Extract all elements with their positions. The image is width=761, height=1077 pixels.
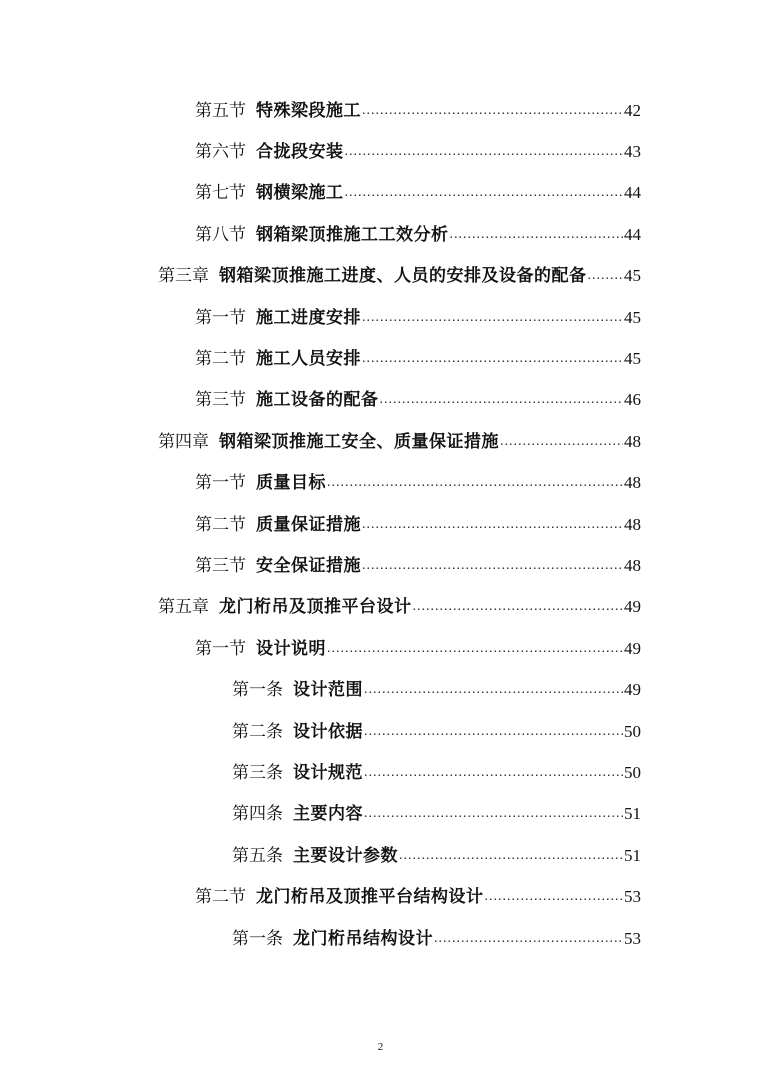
toc-entry-title: 合拢段安装 <box>256 142 344 163</box>
toc-entry-title: 设计说明 <box>256 638 326 659</box>
toc-entry-title: 质量目标 <box>256 473 326 494</box>
toc-entry-body <box>158 597 641 617</box>
toc-entry-title: 设计依据 <box>293 721 363 742</box>
toc-entry-title: 龙门桁吊结构设计 <box>293 928 433 949</box>
toc-entry-body <box>195 390 641 410</box>
toc-entry[interactable] <box>0 256 761 297</box>
dot-leader <box>399 846 623 866</box>
toc-entry-prefix: 第二节 <box>195 887 246 908</box>
toc-entry-title: 主要内容 <box>293 804 363 825</box>
dot-leader <box>364 722 623 742</box>
toc-entry-prefix: 第一条 <box>232 928 283 949</box>
toc-entry[interactable] <box>0 90 761 131</box>
toc-entry-body <box>195 349 641 369</box>
toc-entry[interactable] <box>0 214 761 255</box>
toc-entry-body <box>195 183 641 203</box>
toc-entry[interactable] <box>0 918 761 959</box>
toc-entry-body <box>195 515 641 535</box>
toc-entry[interactable] <box>0 876 761 917</box>
dot-leader <box>413 597 624 617</box>
dot-leader <box>362 515 623 535</box>
toc-entry-title: 安全保证措施 <box>256 555 361 576</box>
toc-entry-prefix: 第五节 <box>195 100 246 121</box>
toc-entry-body <box>232 763 641 783</box>
toc-entry[interactable] <box>0 297 761 338</box>
toc-entry-title: 施工设备的配备 <box>256 390 379 411</box>
toc-entry-page: 49 <box>624 638 641 658</box>
dot-leader <box>380 390 624 410</box>
toc-entry-page: 45 <box>624 349 641 369</box>
toc-entry-prefix: 第四条 <box>232 804 283 825</box>
toc-entry-title: 特殊梁段施工 <box>256 100 361 121</box>
toc-entry-body <box>232 929 641 949</box>
toc-entry-prefix: 第六节 <box>195 142 246 163</box>
toc-entry-body <box>195 473 641 493</box>
toc-entry-title: 龙门桁吊及顶推平台结构设计 <box>256 887 484 908</box>
toc-entry-body <box>158 432 641 452</box>
toc-entry[interactable] <box>0 835 761 876</box>
toc-entry-prefix: 第八节 <box>195 224 246 245</box>
toc-entry-body <box>232 846 641 866</box>
toc-entry-body <box>195 225 641 245</box>
dot-leader <box>362 101 623 121</box>
toc-entry-page: 45 <box>624 266 641 286</box>
toc-entry-page: 42 <box>624 100 641 120</box>
toc-entry-body <box>195 308 641 328</box>
dot-leader <box>362 308 623 328</box>
toc-entry-body <box>232 680 641 700</box>
toc-entry-prefix: 第二节 <box>195 349 246 370</box>
toc-entry-title: 设计范围 <box>293 680 363 701</box>
toc-entry-body <box>195 101 641 121</box>
page-number: 2 <box>377 1041 384 1053</box>
toc-entry-prefix: 第三条 <box>232 762 283 783</box>
toc-entry-prefix: 第五章 <box>158 597 209 618</box>
toc-entry-page: 44 <box>624 183 641 203</box>
toc-entry-title: 钢横梁施工 <box>256 183 344 204</box>
toc-entry-prefix: 第一条 <box>232 680 283 701</box>
toc-entry-title: 钢箱梁顶推施工工效分析 <box>256 224 449 245</box>
toc-entry-title: 钢箱梁顶推施工进度、人员的安排及设备的配备 <box>219 266 587 287</box>
toc-entry-page: 53 <box>624 887 641 907</box>
toc-entry[interactable] <box>0 173 761 214</box>
toc-entry-prefix: 第四章 <box>158 431 209 452</box>
dot-leader <box>434 929 623 949</box>
toc-entry[interactable] <box>0 587 761 628</box>
toc-entry-body <box>158 266 641 286</box>
dot-leader <box>362 349 623 369</box>
toc-entry-page: 44 <box>624 224 641 244</box>
dot-leader <box>327 473 623 493</box>
toc-entry-prefix: 第一节 <box>195 307 246 328</box>
toc-entry-page: 46 <box>624 390 641 410</box>
dot-leader <box>364 804 623 824</box>
dot-leader <box>364 763 623 783</box>
toc-entry-page: 51 <box>624 804 641 824</box>
dot-leader <box>450 225 624 245</box>
dot-leader <box>345 142 624 162</box>
toc-entry-body <box>195 887 641 907</box>
toc-entry-page: 50 <box>624 762 641 782</box>
toc-entry-page: 49 <box>624 597 641 617</box>
toc-entry-prefix: 第七节 <box>195 183 246 204</box>
toc-entry-body <box>195 639 641 659</box>
toc-entry-title: 钢箱梁顶推施工安全、质量保证措施 <box>219 431 499 452</box>
toc-entry[interactable] <box>0 794 761 835</box>
toc-entry-prefix: 第二节 <box>195 514 246 535</box>
toc-entry-body <box>232 722 641 742</box>
toc-entry-prefix: 第五条 <box>232 845 283 866</box>
toc-entry-page: 48 <box>624 514 641 534</box>
toc-entry-title: 主要设计参数 <box>293 845 398 866</box>
toc-entry-title: 施工人员安排 <box>256 349 361 370</box>
toc-entry-page: 53 <box>624 928 641 948</box>
toc-entry[interactable] <box>0 380 761 421</box>
dot-leader <box>485 887 624 907</box>
toc-entry-prefix: 第三节 <box>195 555 246 576</box>
toc-entry[interactable] <box>0 752 761 793</box>
toc-entry[interactable] <box>0 338 761 379</box>
toc-entry-page: 51 <box>624 845 641 865</box>
table-of-contents <box>0 90 761 959</box>
toc-entry-page: 43 <box>624 142 641 162</box>
toc-entry-page: 49 <box>624 680 641 700</box>
toc-entry-prefix: 第三节 <box>195 390 246 411</box>
toc-entry-prefix: 第一节 <box>195 473 246 494</box>
toc-entry[interactable] <box>0 463 761 504</box>
toc-entry-prefix: 第三章 <box>158 266 209 287</box>
toc-entry[interactable] <box>0 711 761 752</box>
toc-entry-body <box>195 142 641 162</box>
toc-entry[interactable] <box>0 628 761 669</box>
toc-entry-page: 48 <box>624 431 641 451</box>
toc-entry[interactable] <box>0 131 761 172</box>
toc-entry-page: 48 <box>624 555 641 575</box>
dot-leader <box>588 266 624 286</box>
dot-leader <box>345 183 624 203</box>
toc-entry-body <box>195 556 641 576</box>
toc-entry-title: 质量保证措施 <box>256 514 361 535</box>
toc-entry-title: 施工进度安排 <box>256 307 361 328</box>
dot-leader <box>500 432 623 452</box>
dot-leader <box>364 680 623 700</box>
dot-leader <box>327 639 623 659</box>
toc-entry-title: 龙门桁吊及顶推平台设计 <box>219 597 412 618</box>
toc-entry-page: 48 <box>624 473 641 493</box>
toc-entry-prefix: 第一节 <box>195 638 246 659</box>
toc-entry-page: 50 <box>624 721 641 741</box>
toc-entry[interactable] <box>0 504 761 545</box>
toc-entry-title: 设计规范 <box>293 762 363 783</box>
toc-entry[interactable] <box>0 421 761 462</box>
toc-entry[interactable] <box>0 669 761 710</box>
toc-entry-body <box>232 804 641 824</box>
toc-entry[interactable] <box>0 545 761 586</box>
dot-leader <box>362 556 623 576</box>
toc-entry-page: 45 <box>624 307 641 327</box>
toc-entry-prefix: 第二条 <box>232 721 283 742</box>
